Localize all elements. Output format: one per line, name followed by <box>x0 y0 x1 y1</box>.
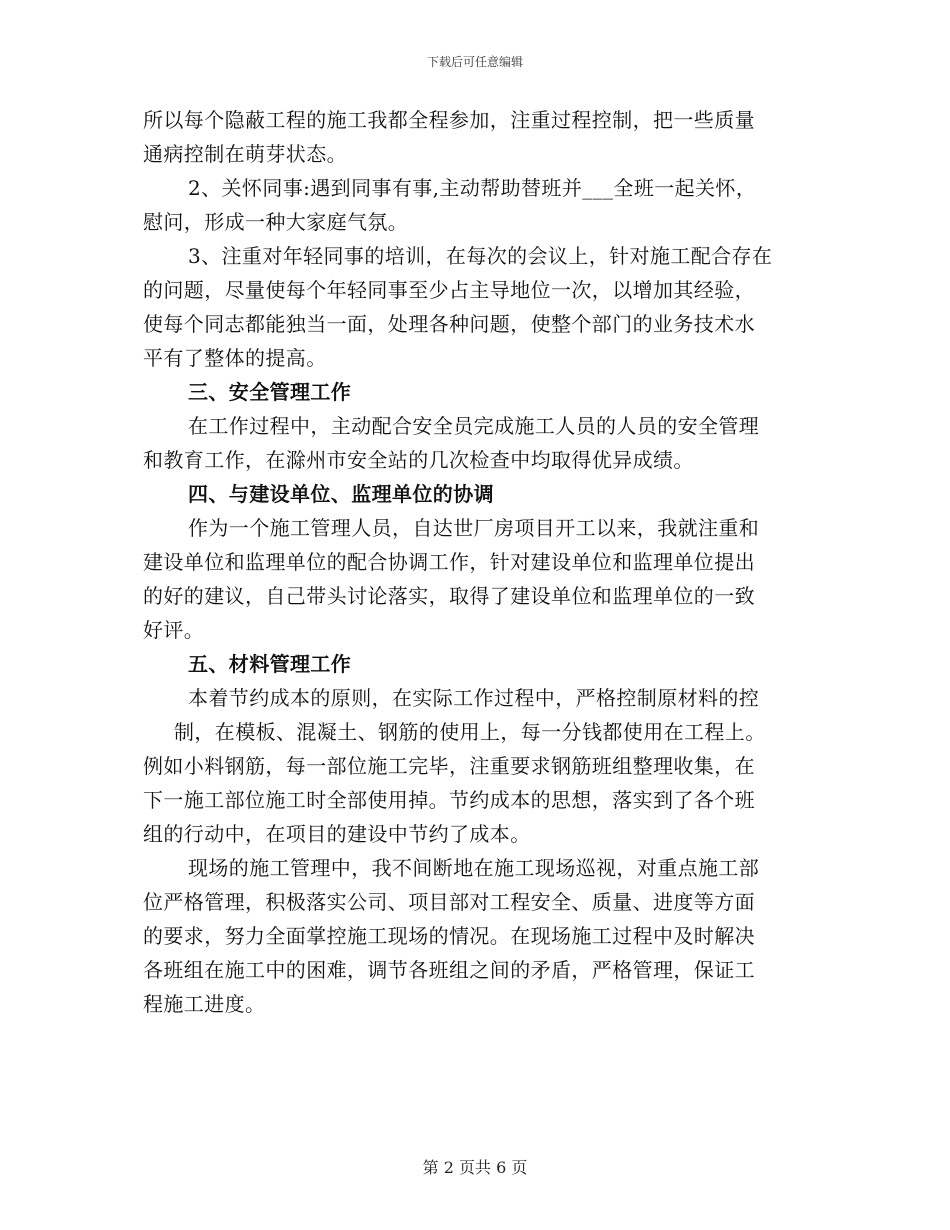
paragraph-start: 本着节约成本的原则，在实际工作过程中，严格控制原材料的控 <box>188 686 760 710</box>
body-line: 的问题，尽量使每个年轻同事至少占主导地位一次，以增加其经验， <box>143 278 755 302</box>
body-line: 组的行动中，在项目的建设中节约了成本。 <box>143 822 531 846</box>
body-line: 建设单位和监理单位的配合协调工作，针对建设单位和监理单位提出 <box>143 550 755 574</box>
body-line: 制，在模板、混凝土、钢筋的使用上，每一分钱都使用在工程上。 <box>174 720 766 744</box>
body-line: 使每个同志都能独当一面，处理各种问题，使整个部门的业务技术水 <box>143 312 755 336</box>
paragraph-start: 现场的施工管理中，我不间断地在施工现场巡视，对重点施工部 <box>188 856 760 880</box>
body-line: 各班组在施工中的困难，调节各班组之间的矛盾，严格管理，保证工 <box>143 958 755 982</box>
paragraph-start: 在工作过程中，主动配合安全员完成施工人员的人员的安全管理 <box>188 414 760 438</box>
document-body <box>143 103 823 1021</box>
list-item: 3、注重对年轻同事的培训，在每次的会议上，针对施工配合存在 <box>188 244 773 268</box>
body-line: 的要求，努力全面掌控施工现场的情况。在现场施工过程中及时解决 <box>143 924 755 948</box>
body-line: 位严格管理，积极落实公司、项目部对工程安全、质量、进度等方面 <box>143 890 755 914</box>
page-header: 下载后可任意编辑 <box>426 55 523 69</box>
body-line: 的好的建议，自己带头讨论落实，取得了建设单位和监理单位的一致 <box>143 584 755 608</box>
section-heading-safety: 三、安全管理工作 <box>188 380 352 404</box>
section-heading-coordination: 四、与建设单位、监理单位的协调 <box>188 482 494 506</box>
body-line: 下一施工部位施工时全部使用掉。节约成本的思想，落实到了各个班 <box>143 788 755 812</box>
page-number: 第 2 页共 6 页 <box>422 1158 528 1177</box>
list-item: 2、关怀同事:遇到同事有事,主动帮助替班并___全班一起关怀， <box>188 176 757 200</box>
body-line: 通病控制在萌芽状态。 <box>143 142 347 166</box>
body-line: 所以每个隐蔽工程的施工我都全程参加，注重过程控制，把一些质量 <box>143 108 755 132</box>
body-line: 好评。 <box>143 618 205 642</box>
body-line: 程施工进度。 <box>143 992 266 1016</box>
section-heading-materials: 五、材料管理工作 <box>188 652 352 676</box>
body-line: 和教育工作，在滁州市安全站的几次检查中均取得优异成绩。 <box>143 448 694 472</box>
paragraph-start: 作为一个施工管理人员，自达世厂房项目开工以来，我就注重和 <box>188 516 760 540</box>
body-line: 平有了整体的提高。 <box>143 346 327 370</box>
body-line: 例如小料钢筋，每一部位施工完毕，注重要求钢筋班组整理收集，在 <box>143 754 755 778</box>
body-line: 慰问，形成一种大家庭气氛。 <box>143 210 409 234</box>
